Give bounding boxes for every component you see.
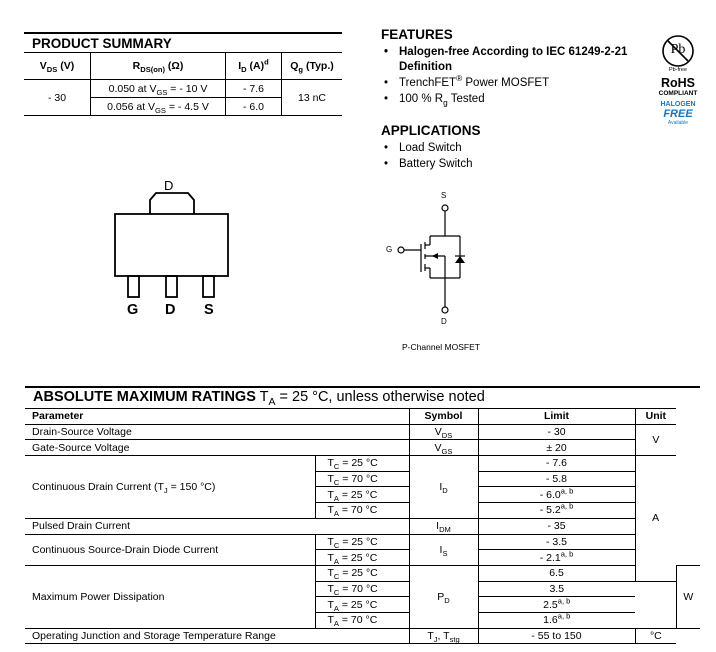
compliant-label: COMPLIANT: [658, 90, 698, 97]
schematic-caption: P-Channel MOSFET: [402, 342, 480, 352]
features-section: [381, 27, 651, 108]
list-item: • Battery Switch: [381, 157, 631, 172]
table-row: $T_A = 25$ °C - 6.0$^{a, b}$: [25, 487, 700, 503]
schematic-s-label: S: [441, 191, 447, 200]
applications-list: [381, 141, 631, 172]
table-row: Continuous Drain Current ($T_J = 150$ °C) $T_C = 25$ °C $I_D$ - 7.6 A: [25, 456, 700, 472]
schematic-d-label: D: [441, 317, 447, 326]
table-row: Drain-Source Voltage $V_{DS}$ - 30 V: [25, 424, 700, 440]
p-channel-mosfet-icon: [380, 188, 500, 333]
table-row: Maximum Power Dissipation $T_C = 25$ °C $P_D$ 6.5 W: [25, 565, 700, 581]
pin-label-g: G: [127, 302, 139, 318]
header-vds: $V_{DS}$ (V): [24, 53, 91, 80]
amr-table: [25, 408, 700, 644]
product-summary: [24, 32, 342, 116]
schematic-g-label: G: [386, 245, 393, 254]
table-row: $T_A = 70$ °C - 5.2$^{a, b}$: [25, 503, 700, 519]
free-label: FREE: [663, 108, 693, 120]
table-row: $T_C = 70$ °C 3.5: [25, 581, 700, 597]
rohs-label: RoHS: [660, 76, 696, 90]
package-d-label: D: [164, 178, 174, 193]
list-item: • 100 % $R_g$ Tested: [381, 92, 651, 107]
table-header-row: [25, 409, 700, 425]
table-row: Gate-Source Voltage $V_{GS}$ ± 20: [25, 440, 700, 456]
vds-value: - 30: [24, 80, 91, 116]
header-parameter: Parameter: [25, 409, 409, 425]
halogen-label: HALOGEN: [660, 101, 696, 108]
rds-value: 0.056 at $V_{GS}$ = - 4.5 V: [91, 98, 226, 116]
product-summary-table: [24, 53, 342, 116]
package-drawing: [100, 175, 240, 320]
pb-free-icon: Pb: [661, 34, 695, 68]
sot223-package-icon: [100, 175, 240, 320]
header-unit: Unit: [635, 409, 676, 425]
header-qg: $Q_g$ (Typ.): [282, 53, 343, 80]
id-value: - 7.6: [226, 80, 282, 98]
table-row: $T_A = 70$ °C 1.6$^{a, b}$: [25, 612, 700, 628]
amr-title: ABSOLUTE MAXIMUM RATINGS $T_A = 25$ °C, unless otherwise noted: [25, 386, 700, 408]
table-row: $T_A = 25$ °C 2.5$^{a, b}$: [25, 597, 700, 613]
pb-free-label: Pb-free: [668, 67, 688, 73]
applications-title: APPLICATIONS: [381, 123, 481, 138]
list-item: • Load Switch: [381, 141, 631, 156]
features-title: FEATURES: [381, 27, 453, 42]
table-row: $T_A = 25$ °C - 2.1$^{a, b}$: [25, 550, 700, 566]
pin-label-s: S: [204, 302, 214, 318]
table-row: Pulsed Drain Current $I_{DM}$ - 35: [25, 518, 700, 534]
pin-label-d: D: [165, 302, 176, 318]
compliance-badges: [653, 34, 703, 126]
table-row: Continuous Source-Drain Diode Current $T_C = 25$ °C $I_S$ - 3.5: [25, 534, 700, 550]
header-rds: $R_{DS(on)}$ (Ω): [91, 53, 226, 80]
header-limit: Limit: [478, 409, 635, 425]
header-symbol: Symbol: [409, 409, 478, 425]
mosfet-schematic: [380, 188, 500, 358]
qg-value: 13 nC: [282, 80, 343, 116]
table-row: Operating Junction and Storage Temperature Range $T_J$, $T_{stg}$ - 55 to 150 °C: [25, 628, 700, 644]
table-row: $T_C = 70$ °C - 5.8: [25, 471, 700, 487]
header-id: $I_D$ $(A)^d$: [226, 53, 282, 80]
id-value: - 6.0: [226, 98, 282, 116]
rds-value: 0.050 at $V_{GS}$ = - 10 V: [91, 80, 226, 98]
features-list: [381, 45, 651, 107]
product-summary-title: PRODUCT SUMMARY: [24, 32, 342, 53]
list-item: • Halogen-free According to IEC 61249-2-21 Definition: [381, 45, 651, 75]
table-row: [24, 80, 342, 98]
absolute-maximum-ratings: [25, 386, 700, 644]
list-item: • TrenchFET® Power MOSFET: [381, 76, 651, 91]
applications-section: [381, 123, 631, 173]
available-label: Available: [667, 120, 689, 126]
